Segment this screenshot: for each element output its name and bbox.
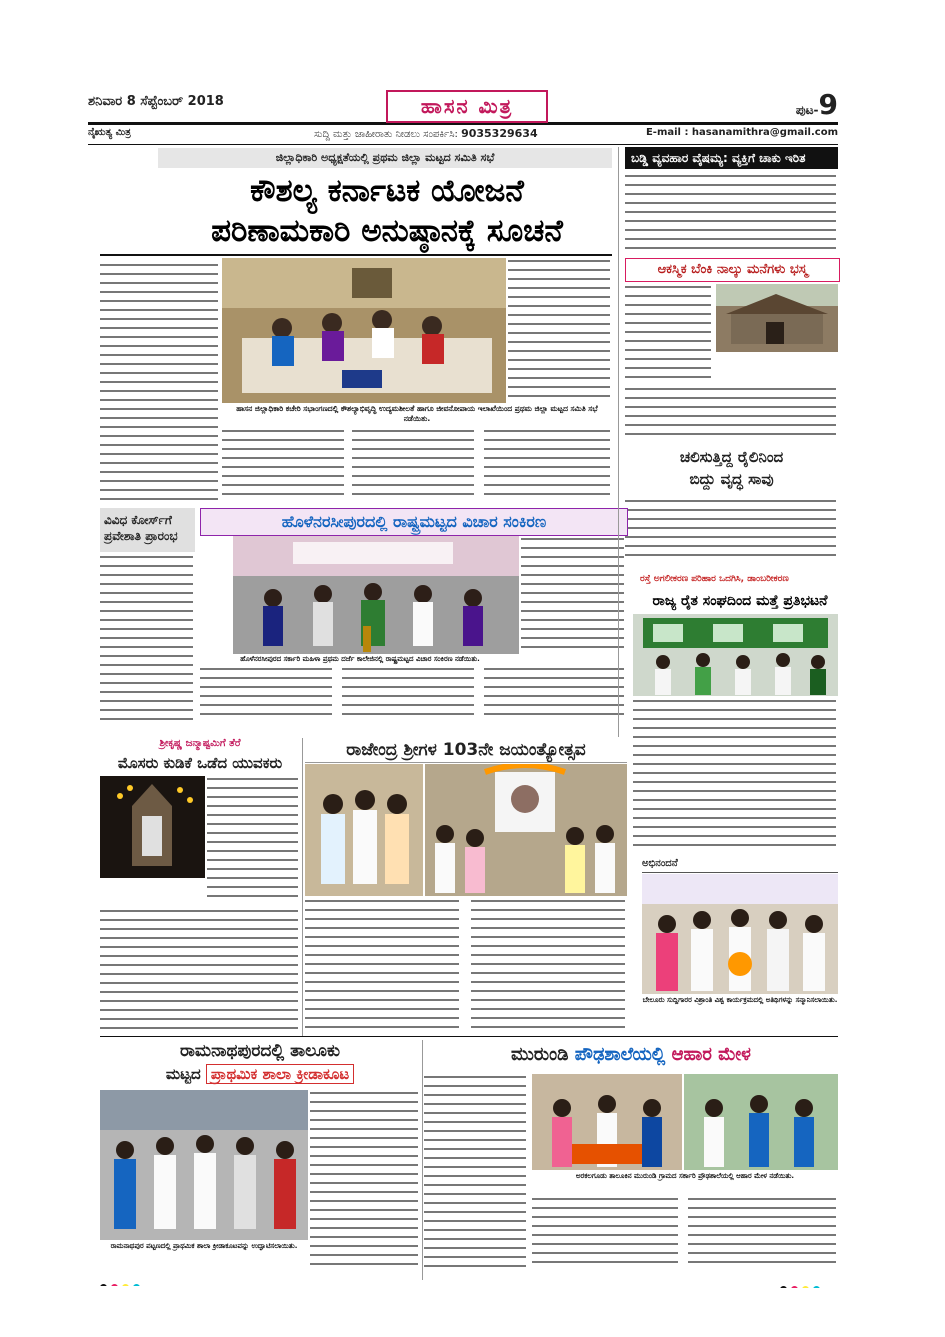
text-lines-graphic	[222, 428, 612, 504]
fire-headline: ಆಕಸ್ಮಿಕ ಬೆಂಕಿ ನಾಲ್ಕು ಮನೆಗಳು ಭಸ್ಮ	[625, 258, 840, 282]
lead-text-bottom	[222, 428, 612, 504]
food-fair-headline-b: ಪೌಢಶಾಲೆಯಲ್ಲಿ	[574, 1044, 666, 1065]
dot-cyan	[813, 1286, 820, 1288]
seminar-headline: ಹೊಳೆನರಸೀಪುರದಲ್ಲಿ ರಾಷ್ಟ್ರಮಟ್ಟದ ವಿಚಾರ ಸಂಕಿರಣ	[200, 508, 628, 536]
page-label: ಪುಟ-	[795, 103, 819, 117]
sports-caption: ರಾಮನಾಥಪುರ ಪಟ್ಟಣದಲ್ಲಿ ಪ್ರಾಥಮಿಕ ಶಾಲಾ ಕ್ರೀಡಾಕೂಟವನ್ನು ಉದ್ಘಾಟಿಸಲಾಯಿತು.	[110, 1242, 298, 1250]
seminar-photo-caption: ಹೊಳೆನರಸೀಪುರದ ಸರ್ಕಾರಿ ಮಹಿಳಾ ಪ್ರಥಮ ದರ್ಜೆ ಕಾಲೇಜಿನಲ್ಲಿ ರಾಷ್ಟ್ರಮಟ್ಟದ ವಿಚಾರ ಸಂಕಿರಣ ನಡೆಯಿತು.	[240, 655, 480, 663]
sports-photo	[100, 1090, 308, 1240]
farmers-headline: ರಾಜ್ಯ ರೈತ ಸಂಘದಿಂದ ಮತ್ತೆ ಪ್ರತಿಭಟನೆ	[652, 593, 828, 609]
jayanthi-headline: ರಾಜೇಂದ್ರ ಶ್ರೀಗಳ 103ನೇ ಜಯಂತ್ಯೋತ್ಸವ	[305, 738, 627, 763]
krishna-kicker: ಶ್ರೀಕೃಷ್ಣ ಜನ್ಮಾಷ್ಟಮಿಗೆ ತೆರೆ	[159, 738, 241, 749]
lead-photo	[222, 258, 506, 403]
dot-magenta	[111, 1284, 118, 1286]
sports-photo-graphic	[100, 1090, 308, 1240]
dot-yellow	[802, 1286, 809, 1288]
subheader	[88, 124, 838, 145]
food-fair-headline-a: ಮುರುಂಡಿ	[511, 1044, 569, 1065]
text-lines-graphic	[625, 386, 838, 444]
contact-phone: 9035329634	[461, 127, 538, 140]
krishna-text-bottom	[100, 908, 300, 1036]
text-lines-graphic	[100, 262, 220, 502]
column-divider	[422, 1040, 423, 1280]
farmers-text	[633, 698, 838, 854]
felicitation-label: ಅಭಿನಂದನೆ	[642, 858, 838, 873]
jayanthi-text	[305, 898, 627, 1036]
dot-yellow	[122, 1284, 129, 1286]
column-divider	[618, 147, 619, 737]
text-lines-graphic	[625, 284, 713, 384]
dot-black	[780, 1286, 787, 1288]
column-divider	[302, 738, 303, 1036]
food-fair-text-bottom	[532, 1196, 838, 1276]
page-number: 9	[818, 88, 838, 121]
sports-dots	[100, 1276, 160, 1286]
sports-headline-prefix: ಮಟ್ಟದ	[165, 1065, 201, 1083]
jayanthi-photo-right	[425, 764, 627, 896]
lead-rule	[100, 254, 612, 256]
text-lines-graphic	[310, 1090, 420, 1276]
text-lines-graphic	[625, 172, 838, 260]
burnt-house-graphic	[716, 284, 838, 352]
farmers-kicker: ರಸ್ತೆ ಅಗಲೀಕರಣ ಪರಿಹಾರ ಒದಗಿಸಿ, ಡಾಂಬರೀಕರಣ	[640, 574, 789, 584]
sports-headline-line2	[100, 1062, 420, 1086]
contact-text: ಸುದ್ದಿ ಮತ್ತು ಜಾಹೀರಾತು ನೀಡಲು ಸಂಪರ್ಕಿಸಿ:	[314, 129, 458, 140]
masthead: ಹಾಸನ ಮಿತ್ರ	[386, 90, 548, 123]
text-lines-graphic	[207, 776, 300, 906]
food-fair-photo-graphic	[532, 1074, 682, 1170]
felicitation-photo	[642, 874, 838, 994]
fire-photo	[716, 284, 838, 352]
text-lines-graphic	[532, 1196, 838, 1276]
text-lines-graphic	[305, 898, 627, 1036]
jayanthi-photo-left	[305, 764, 423, 896]
krishna-headline: ಮೊಸರು ಕುಡಿಕೆ ಒಡೆದ ಯುವಕರು	[117, 754, 283, 772]
krishna-photo	[100, 776, 205, 878]
contact-line	[314, 127, 538, 140]
train-headline-line1: ಚಲಿಸುತ್ತಿದ್ದ ರೈಲಿನಿಂದ	[679, 448, 784, 466]
train-headline	[625, 446, 838, 494]
sports-text-right	[310, 1090, 420, 1276]
text-lines-graphic	[424, 1074, 528, 1276]
sports-headline-highlight: ಪ್ರಾಥಮಿಕ ಶಾಲಾ ಕ್ರೀಡಾಕೂಟ	[206, 1064, 354, 1084]
felicitation-caption: ಬೇಲೂರು ಸುದ್ದಿಗಾರರ ವಿಶ್ರಾಂತಿ ವಿಶ್ವ ಕಾರ್ಯಕ್ರಮದಲ್ಲಿ ಅತಿಥಿಗಳನ್ನು ಸನ್ಮಾನಿಸಲಾಯಿತು.	[642, 996, 838, 1004]
lead-photo-caption: ಹಾಸನ ಜಿಲ್ಲಾಧಿಕಾರಿ ಕಚೇರಿ ಸಭಾಂಗಣದಲ್ಲಿ ಕೌಶಲ್ಯಾಭಿವೃದ್ಧಿ ಉದ್ಯಮಶೀಲತೆ ಹಾಗೂ ಜೀವನೋಪಾಯ ಇಲಾಖೆಯಿಂದ ಪ್ರಥಮ ಜಿಲ್ಲಾ ಮಟ್ಟದ ಸಮಿತಿ ಸಭೆ ನಡೆಯಿತು.	[236, 404, 598, 423]
section-divider	[100, 1036, 838, 1037]
page-header	[88, 90, 838, 125]
group-photo-graphic	[305, 764, 423, 896]
food-fair-caption: ಅರಕಲಗೂಡು ತಾಲೂಕಿನ ಮುರುಂಡಿ ಗ್ರಾಮದ ಸರ್ಕಾರಿ ಪ್ರೌಢಶಾಲೆಯಲ್ಲಿ ಆಹಾರ ಮೇಳ ನಡೆಯಿತು.	[575, 1172, 795, 1180]
text-lines-graphic	[200, 666, 626, 726]
lead-text-col1	[100, 262, 220, 502]
seminar-text-right	[521, 536, 626, 652]
fire-text-left	[625, 284, 713, 384]
lead-kicker: ಜಿಲ್ಲಾಧಿಕಾರಿ ಅಧ್ಯಕ್ಷತೆಯಲ್ಲಿ ಪ್ರಥಮ ಜಿಲ್ಲಾ ಮಟ್ಟದ ಸಮಿತಿ ಸಭೆ	[158, 148, 612, 168]
lead-headline-line1: ಕೌಶಲ್ಯ ಕರ್ನಾಟಕ ಯೋಜನೆ	[250, 173, 524, 209]
email-address: E-mail : hasanamithra@gmail.com	[645, 127, 838, 138]
temple-night-graphic	[100, 776, 205, 878]
food-fair-headline-c: ಆಹಾರ ಮೇಳ	[671, 1044, 751, 1065]
dot-black	[100, 1284, 107, 1286]
dot-magenta	[791, 1286, 798, 1288]
seminar-text-bottom	[200, 666, 626, 726]
fire-text-bottom	[625, 386, 838, 444]
issue-date: ಶನಿವಾರ 8 ಸೆಪ್ಟೆಂಬರ್ 2018	[88, 94, 224, 109]
lead-headline-line2: ಪರಿಣಾಮಕಾರಿ ಅನುಷ್ಠಾನಕ್ಕೆ ಸೂಚನೆ	[211, 213, 563, 249]
train-headline-line2: ಬಿದ್ದು ವೃದ್ಧ ಸಾವು	[689, 470, 774, 488]
edition-label: ನೈಋತ್ಯ ಮಿತ್ರ	[88, 127, 131, 138]
food-fair-text-left	[424, 1074, 528, 1276]
courses-text	[100, 554, 195, 726]
text-lines-graphic	[633, 698, 838, 854]
page-number-label	[796, 88, 838, 121]
food-fair-photo-graphic	[684, 1074, 838, 1170]
meeting-photo-graphic	[222, 258, 506, 403]
text-lines-graphic	[508, 258, 612, 403]
text-lines-graphic	[100, 908, 300, 1036]
protest-photo-graphic	[633, 614, 838, 696]
text-lines-graphic	[521, 536, 626, 652]
sports-headline-line1: ರಾಮನಾಥಪುರದಲ್ಲಿ ತಾಲೂಕು	[179, 1041, 341, 1061]
stabbing-headline: ಬಡ್ಡಿ ವ್ಯವಹಾರ ವೈಷಮ್ಯ: ವ್ಯಕ್ತಿಗೆ ಚಾಕು ಇರಿತ	[625, 147, 838, 169]
courses-title-line1: ವಿವಿಧ ಕೋರ್ಸ್‌ಗೆ	[104, 513, 172, 527]
lead-text-col3	[508, 258, 612, 403]
dot-cyan	[133, 1284, 140, 1286]
felicitation-photo-graphic	[642, 874, 838, 994]
food-fair-photo-left	[532, 1074, 682, 1170]
food-fair-headline	[424, 1040, 838, 1070]
seminar-photo	[233, 536, 519, 654]
text-lines-graphic	[100, 554, 195, 726]
stabbing-text	[625, 172, 838, 260]
food-fair-photo-right	[684, 1074, 838, 1170]
courses-title-line2: ಪ್ರವೇಶಾತಿ ಪ್ರಾರಂಭ	[104, 529, 178, 543]
farmers-photo	[633, 614, 838, 696]
text-lines-graphic	[625, 498, 838, 566]
train-text	[625, 498, 838, 566]
seminar-photo-graphic	[233, 536, 519, 654]
krishna-text-right	[207, 776, 300, 906]
courses-box-title	[100, 508, 195, 552]
ceremony-photo-graphic	[425, 764, 627, 896]
footer-dots	[780, 1278, 840, 1288]
